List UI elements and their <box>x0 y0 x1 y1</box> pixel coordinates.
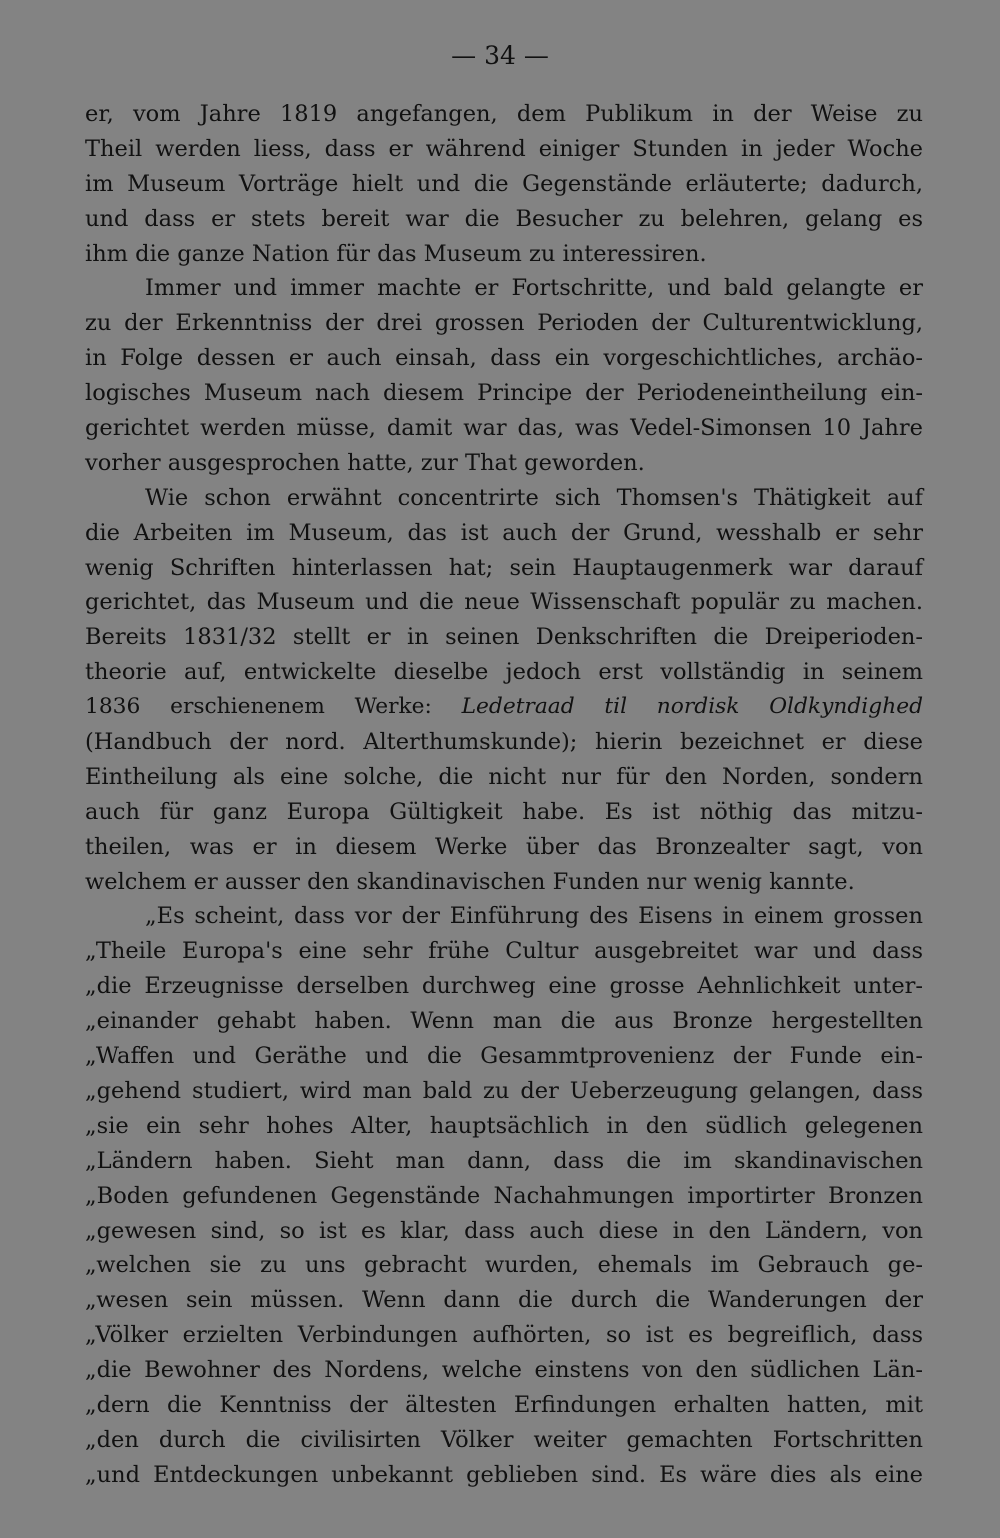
text-line <box>85 446 923 481</box>
text-line <box>85 1144 923 1179</box>
text-line <box>85 376 923 411</box>
text-line-content: auch für ganz Europa Gültigkeit habe. Es ist nöthig das mitzu- <box>85 798 923 825</box>
page-number: — 34 — <box>451 41 549 70</box>
text-line <box>85 1458 923 1493</box>
text-line <box>85 1318 923 1353</box>
text-line-content: „gewesen sind, so ist es klar, dass auch diese in den Ländern, von <box>85 1217 923 1244</box>
text-line <box>85 1004 923 1039</box>
text-line <box>85 481 923 516</box>
text-line <box>85 1039 923 1074</box>
text-line-content: „Ländern haben. Sieht man dann, dass die im skandinavischen <box>85 1147 923 1174</box>
text-line <box>85 795 923 830</box>
text-line <box>85 655 923 690</box>
text-line <box>85 411 923 446</box>
text-line-content: 1836 erschienenem Werke: <box>85 694 432 720</box>
text-line <box>85 725 923 760</box>
text-line <box>85 132 923 167</box>
text-line-content: „Es scheint, dass vor der Einführung des Eisens in einem grossen <box>145 903 923 930</box>
text-line <box>85 97 923 132</box>
text-line-content: er, vom Jahre 1819 angefangen, dem Publikum in der Weise zu <box>85 101 923 127</box>
text-line <box>85 830 923 865</box>
text-line-content: und dass er stets bereit war die Besucher zu belehren, gelang es <box>85 205 923 232</box>
text-line-content: „Völker erzielten Verbindungen aufhörten, so ist es begreiflich, dass <box>85 1322 923 1349</box>
text-line-content: theorie auf, entwickelte dieselbe jedoch erst vollständig in seinem <box>85 659 923 686</box>
text-line-content: „und Entdeckungen unbekannt geblieben sind. Es wäre dies als eine <box>85 1461 923 1488</box>
text-line-content: im Museum Vorträge hielt und die Gegenstände erläuterte; dadurch, <box>85 170 923 197</box>
text-line-content: Eintheilung als eine solche, die nicht nur für den Norden, sondern <box>85 763 923 790</box>
text-line-content: „Boden gefundenen Gegenstände Nachahmungen importirter Bronzen <box>85 1182 923 1209</box>
text-line-content: „wesen sein müssen. Wenn dann die durch die Wanderungen der <box>85 1287 923 1314</box>
text-line <box>85 1074 923 1109</box>
text-line-content: logisches Museum nach diesem Principe der Periodeneintheilung ein- <box>85 380 923 407</box>
text-line-content: gerichtet werden müsse, damit war das, was Vedel-Simonsen 10 Jahre <box>85 415 923 442</box>
text-line-content: die Arbeiten im Museum, das ist auch der Grund, wesshalb er sehr <box>85 519 923 546</box>
text-line <box>85 1248 923 1283</box>
text-line <box>85 690 923 725</box>
text-line-content: „welchen sie zu uns gebracht wurden, ehemals im Gebrauch ge- <box>85 1252 923 1279</box>
text-line-content: welchem er ausser den skandinavischen Funden nur wenig kannte. <box>85 868 855 895</box>
text-line <box>85 585 923 620</box>
text-line <box>85 516 923 551</box>
text-line <box>85 934 923 969</box>
book-title: Ledetraad til nordisk Oldkyndighed <box>461 694 923 720</box>
text-line <box>85 1214 923 1249</box>
text-line <box>85 865 923 900</box>
text-line-content: „Theile Europa's eine sehr frühe Cultur ausgebreitet war und dass <box>85 938 923 965</box>
text-line-content: „Waffen und Geräthe und die Gesammtprovenienz der Funde ein- <box>85 1043 923 1070</box>
text-line-content: gerichtet, das Museum und die neue Wissenschaft populär zu machen. <box>85 589 923 616</box>
text-line <box>85 341 923 376</box>
text-line-content: in Folge dessen er auch einsah, dass ein vorgeschichtliches, archäo- <box>85 345 923 372</box>
text-line-content: ihm die ganze Nation für das Museum zu interessiren. <box>85 240 707 267</box>
text-line-content: (Handbuch der nord. Alterthumskunde); hierin bezeichnet er diese <box>85 729 923 756</box>
text-line <box>85 899 923 934</box>
text-line <box>85 271 923 306</box>
text-line-content: Immer und immer machte er Fortschritte, und bald gelangte er <box>145 275 923 302</box>
text-line-content: „sie ein sehr hohes Alter, hauptsächlich in den südlich gelegenen <box>85 1112 923 1139</box>
text-line-content: zu der Erkenntniss der drei grossen Perioden der Culturentwicklung, <box>85 310 923 337</box>
text-line <box>85 551 923 586</box>
text-line <box>85 306 923 341</box>
text-line-content: Wie schon erwähnt concentrirte sich Thomsen's Thätigkeit auf <box>145 484 923 511</box>
text-line <box>85 1388 923 1423</box>
text-line-content: wenig Schriften hinterlassen hat; sein Hauptaugenmerk war darauf <box>85 554 923 581</box>
text-line-content: „die Bewohner des Nordens, welche einstens von den südlichen Län- <box>85 1357 923 1384</box>
text-line <box>85 167 923 202</box>
text-line-content: vorher ausgesprochen hatte, zur That geworden. <box>85 449 645 476</box>
text-line <box>85 1179 923 1214</box>
text-line-content: „die Erzeugnisse derselben durchweg eine grosse Aehnlichkeit unter- <box>85 973 923 1000</box>
text-line <box>85 202 923 237</box>
text-line-content: „den durch die civilisirten Völker weiter gemachten Fortschritten <box>85 1426 923 1453</box>
text-line-content: „einander gehabt haben. Wenn man die aus Bronze hergestellten <box>85 1008 923 1035</box>
text-line <box>85 1353 923 1388</box>
text-line-content: „dern die Kenntniss der ältesten Erfindungen erhalten hatten, mit <box>85 1391 923 1418</box>
text-line-content: „gehend studiert, wird man bald zu der Ueberzeugung gelangen, dass <box>85 1077 923 1104</box>
text-line <box>85 237 923 272</box>
text-line <box>85 620 923 655</box>
text-line <box>85 1109 923 1144</box>
text-line-content: Theil werden liess, dass er während einiger Stunden in jeder Woche <box>85 135 923 162</box>
text-line-content: Bereits 1831/32 stellt er in seinen Denkschriften die Dreiperioden- <box>85 624 923 651</box>
body-text <box>85 97 923 1493</box>
text-line <box>85 969 923 1004</box>
text-line <box>85 760 923 795</box>
text-line-content: theilen, was er in diesem Werke über das Bronzealter sagt, von <box>85 833 923 860</box>
text-line <box>85 1423 923 1458</box>
text-line <box>85 1283 923 1318</box>
